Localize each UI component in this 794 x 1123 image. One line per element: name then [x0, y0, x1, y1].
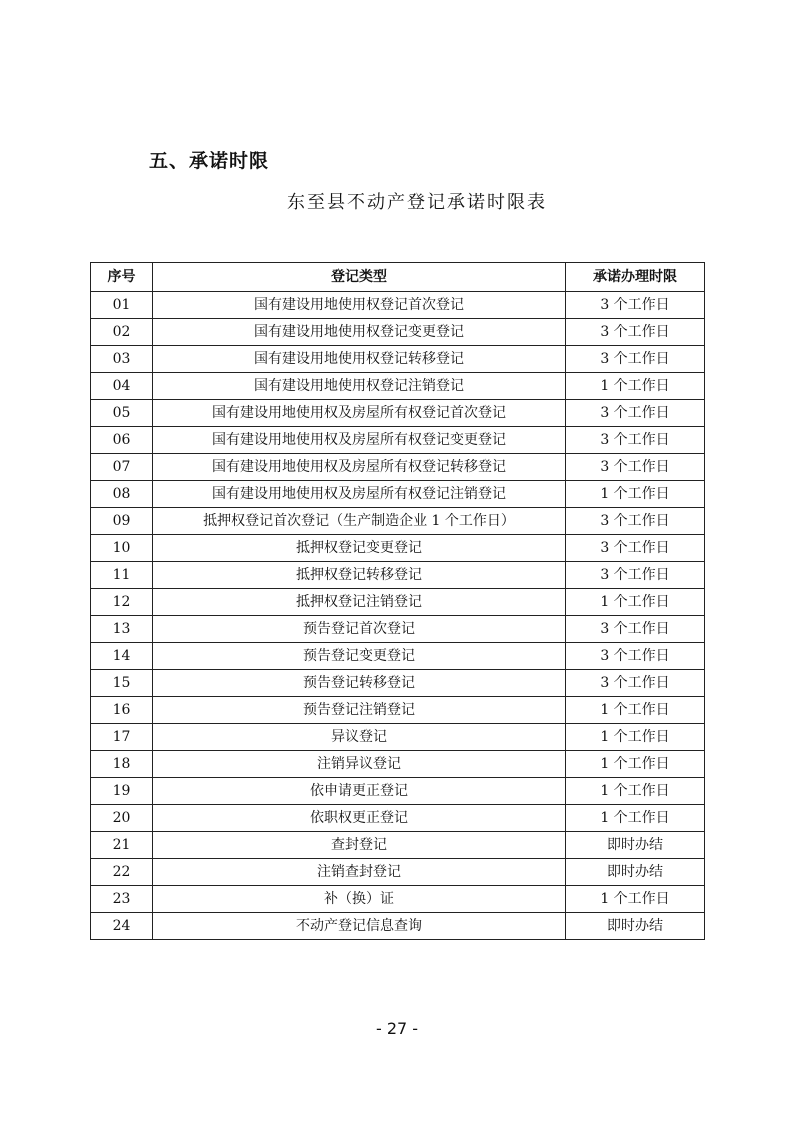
page-number: - 27 - [375, 1019, 419, 1038]
table-row [91, 751, 705, 778]
serial-number-cell: 24 [91, 913, 153, 940]
table-row [91, 481, 705, 508]
serial-number-cell: 07 [91, 454, 153, 481]
registration-type-cell: 国有建设用地使用权及房屋所有权登记注销登记 [153, 481, 566, 508]
registration-type-cell: 预告登记变更登记 [153, 643, 566, 670]
table-row [91, 427, 705, 454]
registration-type-cell: 国有建设用地使用权登记变更登记 [153, 319, 566, 346]
time-limit-cell: 即时办结 [566, 859, 705, 886]
table-title: 东至县不动产登记承诺时限表 [287, 192, 547, 213]
table-row [91, 643, 705, 670]
time-limit-cell: 3 个工作日 [566, 346, 705, 373]
table-row [91, 805, 705, 832]
registration-type-cell: 国有建设用地使用权及房屋所有权登记首次登记 [153, 400, 566, 427]
serial-number-cell: 08 [91, 481, 153, 508]
time-limit-cell: 1 个工作日 [566, 373, 705, 400]
table-row [91, 616, 705, 643]
time-limit-cell: 3 个工作日 [566, 643, 705, 670]
serial-number-cell: 14 [91, 643, 153, 670]
serial-number-cell: 10 [91, 535, 153, 562]
serial-number-cell: 01 [91, 292, 153, 319]
time-limit-cell: 3 个工作日 [566, 427, 705, 454]
time-limit-cell: 即时办结 [566, 832, 705, 859]
table-row [91, 778, 705, 805]
time-limit-cell: 1 个工作日 [566, 886, 705, 913]
serial-number-cell: 06 [91, 427, 153, 454]
serial-number-cell: 17 [91, 724, 153, 751]
table-row [91, 535, 705, 562]
serial-number-cell: 21 [91, 832, 153, 859]
time-limit-cell: 3 个工作日 [566, 319, 705, 346]
registration-type-cell: 预告登记转移登记 [153, 670, 566, 697]
registration-type-cell: 国有建设用地使用权登记注销登记 [153, 373, 566, 400]
registration-type-cell: 不动产登记信息查询 [153, 913, 566, 940]
time-limit-cell: 1 个工作日 [566, 751, 705, 778]
time-limit-cell: 3 个工作日 [566, 535, 705, 562]
table-row [91, 292, 705, 319]
registration-type-cell: 国有建设用地使用权及房屋所有权登记转移登记 [153, 454, 566, 481]
time-limit-cell: 3 个工作日 [566, 292, 705, 319]
registration-type-cell: 补（换）证 [153, 886, 566, 913]
table-row [91, 724, 705, 751]
table-row [91, 373, 705, 400]
serial-number-cell: 15 [91, 670, 153, 697]
time-limit-cell: 3 个工作日 [566, 400, 705, 427]
registration-type-cell: 抵押权登记注销登记 [153, 589, 566, 616]
registration-type-cell: 国有建设用地使用权登记转移登记 [153, 346, 566, 373]
serial-number-cell: 12 [91, 589, 153, 616]
time-limit-cell: 1 个工作日 [566, 697, 705, 724]
time-limit-cell: 3 个工作日 [566, 562, 705, 589]
time-limit-cell: 1 个工作日 [566, 589, 705, 616]
serial-number-cell: 18 [91, 751, 153, 778]
registration-type-cell: 抵押权登记首次登记（生产制造企业 1 个工作日） [153, 508, 566, 535]
registration-type-cell: 查封登记 [153, 832, 566, 859]
time-limit-cell: 3 个工作日 [566, 508, 705, 535]
table-row [91, 454, 705, 481]
serial-number-cell: 09 [91, 508, 153, 535]
table-row [91, 562, 705, 589]
table-row [91, 670, 705, 697]
table-row [91, 319, 705, 346]
registration-type-cell: 国有建设用地使用权及房屋所有权登记变更登记 [153, 427, 566, 454]
registration-type-cell: 预告登记首次登记 [153, 616, 566, 643]
registration-type-cell: 国有建设用地使用权登记首次登记 [153, 292, 566, 319]
table-row [91, 589, 705, 616]
table-row [91, 832, 705, 859]
time-limit-cell: 3 个工作日 [566, 670, 705, 697]
serial-number-cell: 19 [91, 778, 153, 805]
serial-number-cell: 20 [91, 805, 153, 832]
serial-number-cell: 16 [91, 697, 153, 724]
table-row [91, 346, 705, 373]
section-heading: 五、承诺时限 [149, 150, 270, 172]
header-registration-type: 登记类型 [153, 263, 566, 292]
table-row [91, 400, 705, 427]
time-limit-cell: 即时办结 [566, 913, 705, 940]
table-header-row [91, 263, 705, 292]
registration-type-cell: 抵押权登记变更登记 [153, 535, 566, 562]
header-serial-number: 序号 [91, 263, 153, 292]
time-limit-cell: 3 个工作日 [566, 454, 705, 481]
table-row [91, 913, 705, 940]
serial-number-cell: 04 [91, 373, 153, 400]
serial-number-cell: 13 [91, 616, 153, 643]
table-row [91, 859, 705, 886]
serial-number-cell: 02 [91, 319, 153, 346]
serial-number-cell: 03 [91, 346, 153, 373]
time-limit-cell: 1 个工作日 [566, 778, 705, 805]
table-row [91, 508, 705, 535]
time-limit-cell: 1 个工作日 [566, 481, 705, 508]
table-row [91, 697, 705, 724]
table-row [91, 886, 705, 913]
header-time-limit: 承诺办理时限 [566, 263, 705, 292]
time-limit-cell: 1 个工作日 [566, 805, 705, 832]
registration-type-cell: 抵押权登记转移登记 [153, 562, 566, 589]
serial-number-cell: 11 [91, 562, 153, 589]
registration-time-limit-table [90, 262, 705, 940]
time-limit-cell: 3 个工作日 [566, 616, 705, 643]
registration-type-cell: 注销查封登记 [153, 859, 566, 886]
registration-type-cell: 预告登记注销登记 [153, 697, 566, 724]
serial-number-cell: 22 [91, 859, 153, 886]
serial-number-cell: 05 [91, 400, 153, 427]
time-limit-cell: 1 个工作日 [566, 724, 705, 751]
registration-type-cell: 注销异议登记 [153, 751, 566, 778]
registration-type-cell: 异议登记 [153, 724, 566, 751]
registration-type-cell: 依申请更正登记 [153, 778, 566, 805]
registration-type-cell: 依职权更正登记 [153, 805, 566, 832]
serial-number-cell: 23 [91, 886, 153, 913]
